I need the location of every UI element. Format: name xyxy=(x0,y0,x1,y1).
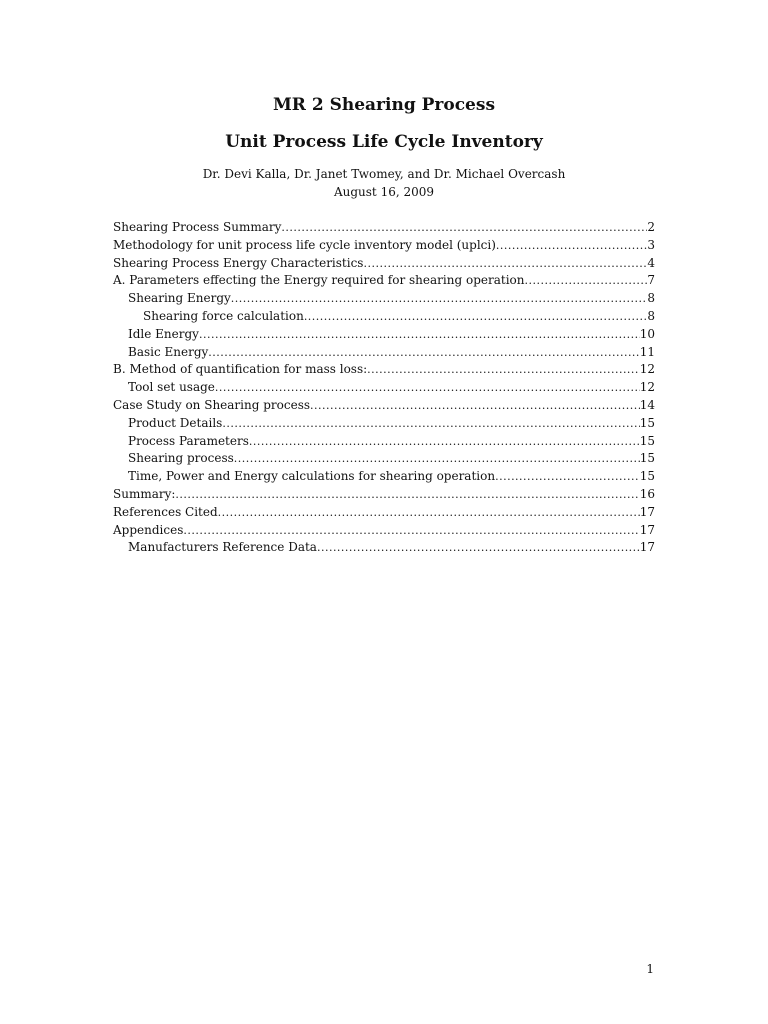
toc-dot-leader xyxy=(249,433,640,451)
toc-entry[interactable] xyxy=(113,486,655,504)
toc-entry[interactable] xyxy=(113,290,655,308)
toc-entry-title: Shearing force calculation xyxy=(143,308,304,323)
toc-entry-title: B. Method of quantification for mass loss: xyxy=(113,362,368,377)
toc-entry[interactable] xyxy=(113,308,655,326)
toc-dot-leader xyxy=(199,326,640,344)
toc-entry-page: 17 xyxy=(639,540,655,555)
toc-entry[interactable] xyxy=(113,255,655,273)
toc-dot-leader xyxy=(281,219,647,237)
toc-entry-page: 15 xyxy=(639,433,655,448)
toc-entry-title: Shearing Process Summary xyxy=(113,220,282,234)
toc-entry-page: 2 xyxy=(647,220,655,234)
toc-dot-leader xyxy=(215,379,640,397)
toc-entry[interactable] xyxy=(113,415,655,433)
toc-dot-leader xyxy=(218,504,640,522)
toc-entry-title: Process Parameters xyxy=(128,433,249,448)
toc-entry[interactable] xyxy=(113,272,655,290)
toc-entry-page: 16 xyxy=(639,486,655,501)
toc-dot-leader xyxy=(234,450,640,468)
toc-entry-page: 15 xyxy=(639,415,655,430)
toc-entry[interactable] xyxy=(113,397,655,415)
document-title: MR 2 Shearing Process xyxy=(272,95,496,115)
toc-entry-page: 14 xyxy=(639,397,655,412)
toc-entry[interactable] xyxy=(113,344,655,362)
table-of-contents xyxy=(113,219,655,557)
toc-entry[interactable] xyxy=(113,379,655,397)
toc-entry-page: 15 xyxy=(639,469,655,484)
toc-entry-page: 8 xyxy=(647,308,655,323)
toc-entry-page: 3 xyxy=(647,237,655,252)
toc-entry[interactable] xyxy=(113,237,655,255)
toc-entry-title: A. Parameters effecting the Energy required for shearing operation xyxy=(113,273,525,288)
toc-dot-leader xyxy=(175,486,639,504)
toc-entry-title: Shearing Process Energy Characteristics xyxy=(113,255,364,270)
toc-entry-page: 17 xyxy=(639,504,655,519)
toc-entry-page: 8 xyxy=(647,291,655,306)
toc-entry-title: Summary: xyxy=(113,486,176,501)
toc-dot-leader xyxy=(208,344,639,362)
toc-entry-page: 11 xyxy=(639,344,655,359)
toc-dot-leader xyxy=(310,397,640,415)
toc-entry-title: Tool set usage xyxy=(128,380,215,395)
toc-dot-leader xyxy=(183,522,639,540)
toc-entry[interactable] xyxy=(113,450,655,468)
toc-dot-leader xyxy=(367,361,640,379)
document-subtitle: Unit Process Life Cycle Inventory xyxy=(225,132,543,152)
toc-entry-page: 4 xyxy=(647,255,655,270)
toc-entry-title: Time, Power and Energy calculations for shearing operation xyxy=(128,469,496,484)
toc-entry-title: Shearing Energy xyxy=(128,291,231,306)
toc-entry-title: Appendices xyxy=(113,522,184,537)
toc-entry-title: Basic Energy xyxy=(128,344,209,359)
toc-entry[interactable] xyxy=(113,522,655,540)
toc-entry[interactable] xyxy=(113,219,655,237)
authors-line: Dr. Devi Kalla, Dr. Janet Twomey, and Dr. Michael Overcash xyxy=(202,167,566,181)
toc-entry-title: Manufacturers Reference Data xyxy=(128,540,317,555)
toc-entry-title: Methodology for unit process life cycle inventory model (uplci) xyxy=(113,237,496,252)
toc-entry-page: 10 xyxy=(639,326,655,341)
toc-entry[interactable] xyxy=(113,326,655,344)
toc-dot-leader xyxy=(524,272,647,290)
page-number: 1 xyxy=(646,962,654,976)
toc-entry-page: 7 xyxy=(647,273,655,288)
toc-entry[interactable] xyxy=(113,504,655,522)
toc-entry-title: Product Details xyxy=(128,415,223,430)
toc-entry-title: Idle Energy xyxy=(128,326,199,341)
toc-dot-leader xyxy=(496,237,647,255)
toc-dot-leader xyxy=(363,255,647,273)
toc-entry-page: 17 xyxy=(639,522,655,537)
date-line: August 16, 2009 xyxy=(333,185,435,199)
toc-entry-page: 12 xyxy=(639,380,655,395)
toc-entry-page: 12 xyxy=(639,362,655,377)
toc-entry-page: 15 xyxy=(639,451,655,466)
toc-dot-leader xyxy=(304,308,648,326)
toc-dot-leader xyxy=(495,468,640,486)
toc-dot-leader xyxy=(317,539,640,557)
toc-dot-leader xyxy=(231,290,648,308)
toc-entry-title: Case Study on Shearing process xyxy=(113,397,311,412)
toc-entry[interactable] xyxy=(113,433,655,451)
toc-entry[interactable] xyxy=(113,539,655,557)
toc-entry[interactable] xyxy=(113,468,655,486)
toc-entry-title: Shearing process xyxy=(128,451,234,466)
toc-entry-title: References Cited xyxy=(113,504,218,519)
toc-entry[interactable] xyxy=(113,361,655,379)
toc-dot-leader xyxy=(222,415,639,433)
